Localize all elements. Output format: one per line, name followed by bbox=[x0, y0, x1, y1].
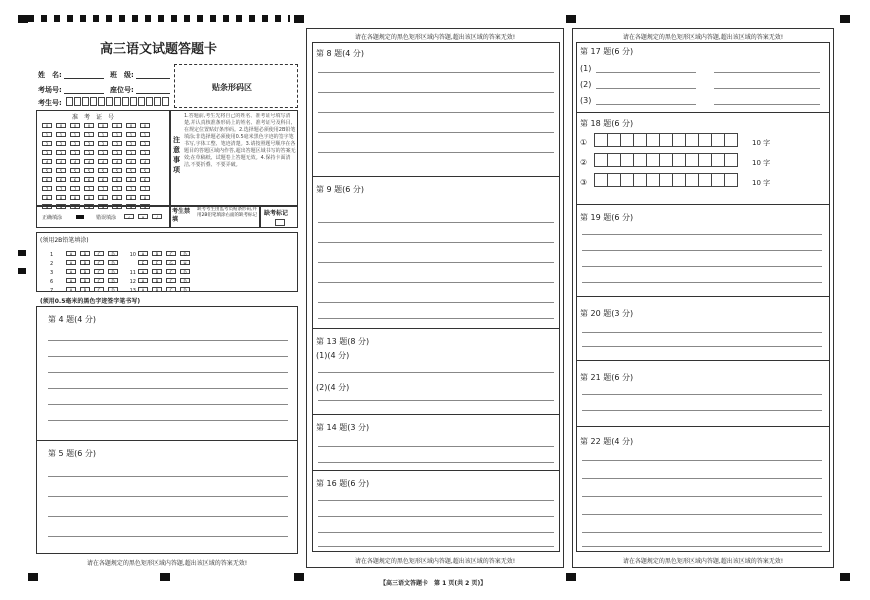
absent-checkbox[interactable] bbox=[275, 219, 285, 226]
violation-text: 缺考考生由监考员贴条形码,并用2B铅笔填涂右面的缺考标记 bbox=[197, 207, 257, 218]
seat-field[interactable] bbox=[136, 93, 170, 94]
q5-label: 第 5 题(6 分) bbox=[48, 449, 97, 458]
class-field[interactable] bbox=[136, 78, 170, 79]
q17-item-2: (2) bbox=[580, 80, 592, 89]
q8-label: 第 8 题(4 分) bbox=[316, 49, 365, 58]
warning-left: 请在各题规定的黑色矩形区域内答题,超出该区域的答案无效! bbox=[86, 560, 248, 567]
q13-label: 第 13 题(8 分) bbox=[316, 337, 370, 346]
warning-right-bottom: 请在各题规定的黑色矩形区域内答题,超出该区域的答案无效! bbox=[622, 558, 784, 565]
q18-item-2: ② bbox=[580, 158, 588, 167]
q18-item-1: ① bbox=[580, 138, 588, 147]
absent-label: 缺考标记 bbox=[264, 210, 289, 217]
exam-no-label: 考生号: bbox=[38, 99, 62, 107]
pen-note: (须用0.5毫米的黑色字迹签字笔书写) bbox=[40, 298, 141, 305]
q9-label: 第 9 题(6 分) bbox=[316, 185, 365, 194]
corner-mark-top-right bbox=[840, 15, 850, 23]
violation-label: 考生禁填 bbox=[172, 208, 191, 223]
name-field[interactable] bbox=[64, 78, 104, 79]
corner-mark-bottom-1 bbox=[28, 573, 38, 581]
q18-suffix-1: 10 字 bbox=[752, 139, 771, 147]
q19-label: 第 19 题(6 分) bbox=[580, 213, 634, 222]
corner-mark-bottom-2 bbox=[160, 573, 170, 581]
q20-label: 第 20 题(3 分) bbox=[580, 309, 634, 318]
mc-row-4: 6 A B C D 12 A B C D bbox=[50, 277, 290, 286]
q18-label: 第 18 题(6 分) bbox=[580, 119, 634, 128]
room-field[interactable] bbox=[64, 93, 104, 94]
corner-mark-side-left bbox=[18, 250, 26, 256]
q17-item-3: (3) bbox=[580, 96, 592, 105]
q18-grid-1[interactable] bbox=[594, 133, 737, 149]
correct-fill-label: 正确填涂 bbox=[42, 215, 63, 221]
q14-label: 第 14 题(3 分) bbox=[316, 423, 370, 432]
mc-rows[interactable] bbox=[50, 250, 290, 295]
corner-mark-top-mid bbox=[294, 15, 304, 23]
q22-label: 第 22 题(4 分) bbox=[580, 437, 634, 446]
corner-mark-top-mid2 bbox=[566, 15, 576, 23]
notice-label: 注意事项 bbox=[173, 136, 180, 174]
name-label: 姓 名: bbox=[38, 71, 62, 79]
q18-suffix-2: 10 字 bbox=[752, 159, 771, 167]
q18-suffix-3: 10 字 bbox=[752, 179, 771, 187]
exam-no-cells[interactable] bbox=[66, 97, 170, 108]
exam-number-bubbles[interactable]: 0 0 0 0 0 0 0 0 1 1 1 1 1 1 1 1 2 2 2 2 2 2 2 2 3 3 3 3 3 3 3 3 4 4 4 4 4 4 4 4 5 5 5 5 5 5 5 5 6 6 6 6 6 6 6 6 7 7 7 7 7 7 7 7 8 8 8 8 8 8 8 8 9 9 9 9 9 9 9 9 bbox=[40, 122, 168, 212]
notice-text: 1.答题前,考生先将自己的姓名、准考证号填写清楚,并认真核准条形码上的姓名、准考证号及科目,在规定位置贴好条形码。2.选择题必须使用2B铅笔填涂;非选择题必须使用0.5毫米黑色字迹的签字笔书写,字体工整、笔迹清楚。3.请按照题号顺序在各题目的答题区域内作答,超出答题区域书写的答案无效;在草稿纸、试题卷上答题无效。4.保持卡面清洁,不要折叠、不要弄破。 bbox=[184, 113, 296, 168]
mc-row-1: 1 A B C D 10 A B C D bbox=[50, 250, 290, 259]
warning-middle-bottom: 请在各题规定的黑色矩形区域内答题,超出该区域的答案无效! bbox=[354, 558, 516, 565]
room-label: 考场号: bbox=[38, 86, 62, 94]
q18-grid-2[interactable] bbox=[594, 153, 737, 169]
q18-item-3: ③ bbox=[580, 178, 588, 187]
warning-middle-top: 请在各题规定的黑色矩形区域内答题,超出该区域的答案无效! bbox=[354, 34, 516, 41]
corner-mark-bottom-5 bbox=[840, 573, 850, 581]
wrong-fill-label: 错误填涂 bbox=[96, 215, 117, 221]
q17-item-1: (1) bbox=[580, 64, 592, 73]
page-footer: 【高三语文答题卡 第 1 页(共 2 页)】 bbox=[380, 580, 487, 587]
class-label: 班 级: bbox=[110, 71, 134, 79]
mc-row-2: 2 A B C D E F G H bbox=[50, 259, 290, 268]
q17-label: 第 17 题(6 分) bbox=[580, 47, 634, 56]
barcode-area-label: 贴条形码区 bbox=[212, 83, 252, 92]
mc-row-3: 3 A B C D 11 A B C D bbox=[50, 268, 290, 277]
corner-mark-bottom-4 bbox=[566, 573, 576, 581]
q4-label: 第 4 题(4 分) bbox=[48, 315, 97, 324]
page-title: 高三语文试题答题卡 bbox=[100, 42, 218, 57]
q18-grid-3[interactable] bbox=[594, 173, 737, 189]
corner-mark-side-left2 bbox=[18, 268, 26, 274]
seat-label: 座位号: bbox=[110, 86, 134, 94]
mc-section-title: (须用2B铅笔填涂) bbox=[40, 237, 89, 244]
mid-answer-area bbox=[312, 42, 560, 552]
q13-2-label: (2)(4 分) bbox=[316, 383, 350, 392]
q13-1-label: (1)(4 分) bbox=[316, 351, 350, 360]
timing-marks-left bbox=[28, 15, 290, 22]
wrong-fill-samples: ✓ ✕ / bbox=[122, 213, 164, 221]
mc-row-5: 7 A B C D 13 A B C D bbox=[50, 286, 290, 295]
q21-label: 第 21 题(6 分) bbox=[580, 373, 634, 382]
q16-label: 第 16 题(6 分) bbox=[316, 479, 370, 488]
warning-right-top: 请在各题规定的黑色矩形区域内答题,超出该区域的答案无效! bbox=[622, 34, 784, 41]
exam-number-grid-label: 准 考 证 号 bbox=[72, 114, 115, 121]
corner-mark-top-left bbox=[18, 15, 28, 23]
correct-fill-sample bbox=[76, 215, 84, 219]
corner-mark-bottom-3 bbox=[294, 573, 304, 581]
